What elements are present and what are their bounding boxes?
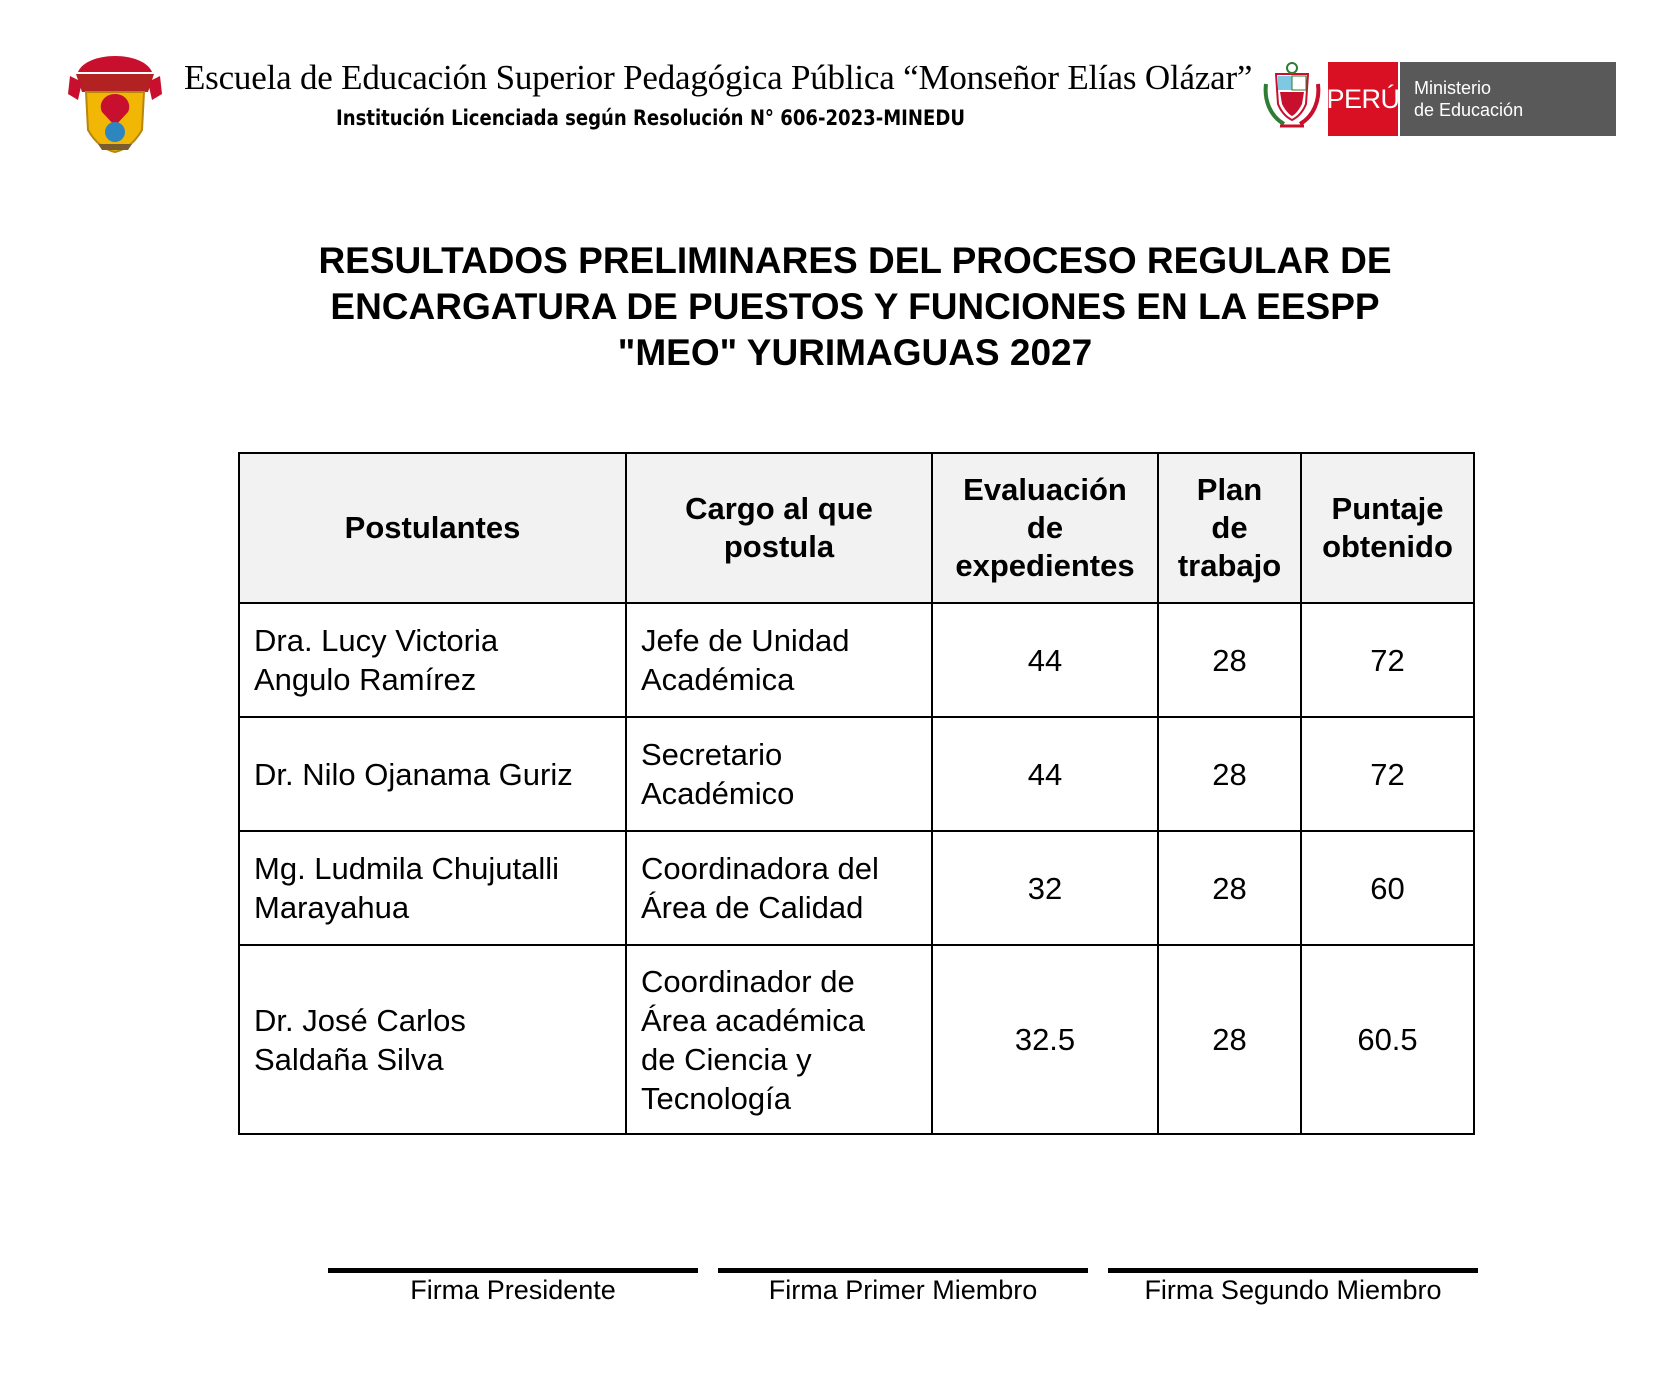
header-plan: Plan de trabajo: [1158, 453, 1301, 603]
cell-postulante: Mg. Ludmila Chujutalli Marayahua: [239, 831, 626, 945]
ministry-line-2: de Educación: [1414, 100, 1524, 120]
peru-brand-box: [1328, 62, 1398, 136]
table-row: [239, 603, 1474, 717]
header-postulantes: Postulantes: [239, 453, 626, 603]
cell-cargo: Jefe de Unidad Académica: [626, 603, 932, 717]
cell-postulante: Dr. Nilo Ojanama Guriz: [239, 717, 626, 831]
table-row: [239, 831, 1474, 945]
cell-plan: 28: [1158, 831, 1301, 945]
ministry-brand-box: [1400, 62, 1616, 136]
title-line-1: RESULTADOS PRELIMINARES DEL PROCESO REGULAR DE: [318, 240, 1392, 281]
signature-section: [0, 1268, 1654, 1328]
cell-cargo: Secretario Académico: [626, 717, 932, 831]
table-row: [239, 945, 1474, 1134]
cell-postulante: Dr. José Carlos Saldaña Silva: [239, 945, 626, 1134]
signature-segundo-miembro: Firma Segundo Miembro: [1108, 1268, 1478, 1306]
cell-evaluacion: 44: [932, 717, 1158, 831]
title-line-2: ENCARGATURA DE PUESTOS Y FUNCIONES EN LA EESPP: [330, 286, 1380, 327]
signature-primer-miembro: Firma Primer Miembro: [718, 1268, 1088, 1306]
table-header-row: [239, 453, 1474, 603]
school-crest-icon: [68, 52, 162, 154]
cell-cargo: Coordinador de Área académica de Ciencia y Tecnología: [626, 945, 932, 1134]
ministry-line-1: Ministerio: [1414, 78, 1492, 98]
cell-plan: 28: [1158, 717, 1301, 831]
cell-puntaje: 60.5: [1301, 945, 1474, 1134]
title-line-3: "MEO" YURIMAGUAS 2027: [617, 332, 1093, 373]
school-license: Institución Licenciada según Resolución N° 606-2023-MINEDU: [336, 106, 966, 130]
header-cargo: Cargo al que postula: [626, 453, 932, 603]
cell-evaluacion: 32.5: [932, 945, 1158, 1134]
header-puntaje: Puntaje obtenido: [1301, 453, 1474, 603]
document-title: [270, 238, 1440, 376]
cell-puntaje: 72: [1301, 717, 1474, 831]
signature-presidente: Firma Presidente: [328, 1268, 698, 1306]
cell-puntaje: 72: [1301, 603, 1474, 717]
peru-coat-of-arms-icon: [1262, 60, 1322, 134]
results-table: [238, 452, 1475, 1135]
cell-evaluacion: 44: [932, 603, 1158, 717]
cell-plan: 28: [1158, 603, 1301, 717]
cell-puntaje: 60: [1301, 831, 1474, 945]
cell-evaluacion: 32: [932, 831, 1158, 945]
table-row: [239, 717, 1474, 831]
header-evaluacion: Evaluación de expedientes: [932, 453, 1158, 603]
cell-cargo: Coordinadora del Área de Calidad: [626, 831, 932, 945]
school-name: Escuela de Educación Superior Pedagógica Pública “Monseñor Elías Olázar”: [184, 58, 1253, 97]
cell-postulante: Dra. Lucy Victoria Angulo Ramírez: [239, 603, 626, 717]
page-header: [0, 0, 1654, 170]
peru-label: PERÚ: [1326, 83, 1400, 114]
cell-plan: 28: [1158, 945, 1301, 1134]
